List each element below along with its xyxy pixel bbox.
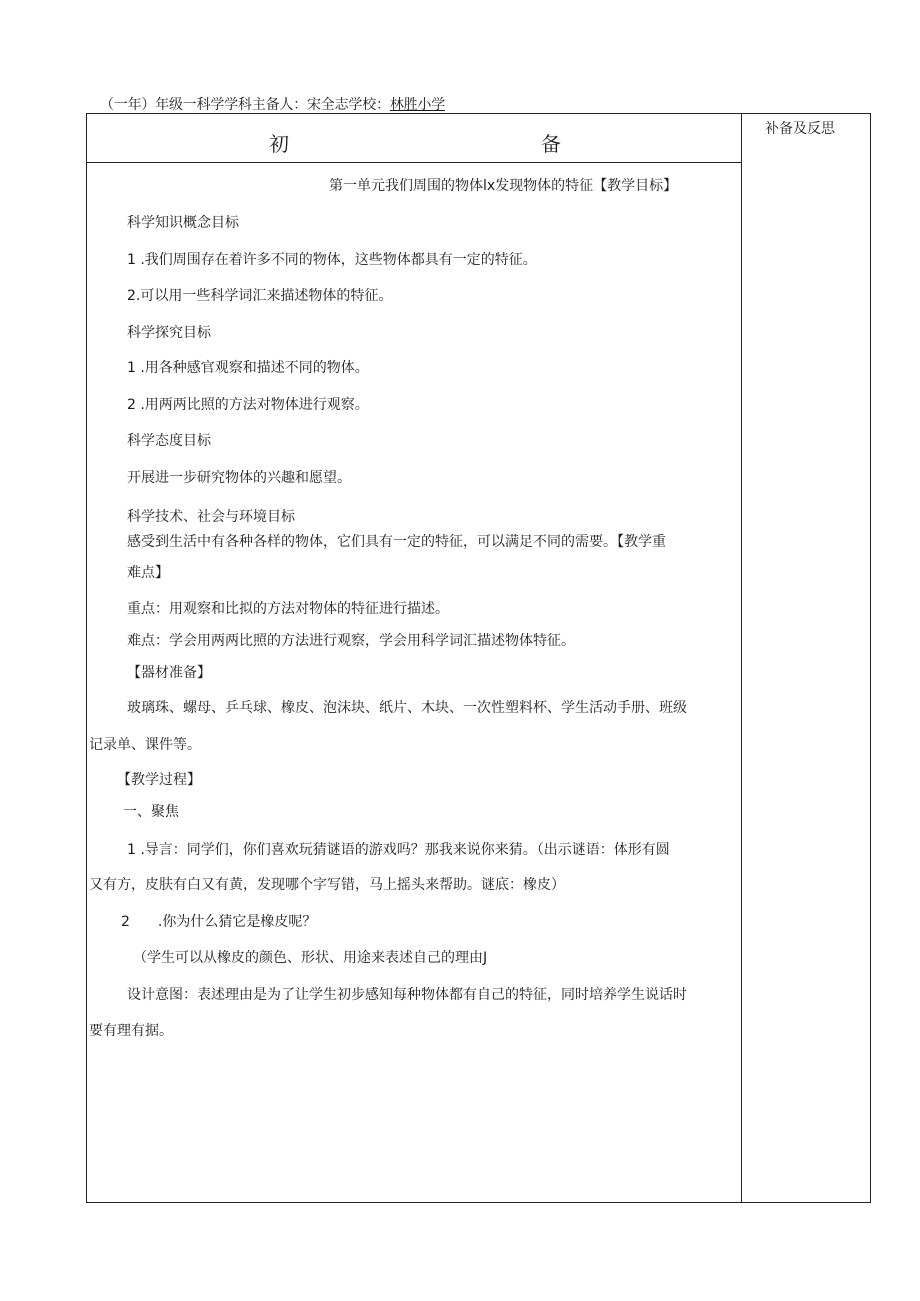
content-line: 又有方，皮肤有白又有黄，发现哪个字写错，马上摇头来帮助。谜底：橡皮）: [89, 877, 565, 893]
section-heading: 科学知识概念目标: [127, 215, 239, 231]
content-line: 2 .你为什么猜它是橡皮呢？: [121, 914, 317, 930]
content-line: 感受到生活中有各种各样的物体，它们具有一定的特征，可以满足不同的需要。【教学重: [127, 534, 666, 550]
design-intent-line: 设计意图：表述理由是为了让学生初步感知每种物体都有自己的特征，同时培养学生说话时: [127, 987, 687, 1003]
content-line: 2 .用两两比照的方法对物体进行观察。: [127, 397, 369, 413]
section-heading: 科学技术、社会与环境目标: [127, 509, 295, 525]
content-line: （学生可以从橡皮的颜色、形状、用途来表述自己的理由J: [133, 950, 488, 966]
side-column-title: 补备及反思: [765, 121, 835, 137]
table-head-char-1: 初: [269, 132, 289, 156]
section-heading: 科学态度目标: [127, 433, 211, 449]
difficulty-line: 难点：学会用两两比照的方法进行观察，学会用科学词汇描述物体特征。: [127, 633, 575, 649]
section-heading: 科学探究目标: [127, 325, 211, 341]
section-heading: 【器材准备】: [127, 665, 211, 681]
materials-line: 记录单、课件等。: [89, 737, 201, 753]
content-line: 1 .导言：同学们，你们喜欢玩猜谜语的游戏吗？那我来说你来猜。（出示谜语：体形有圆: [127, 842, 670, 858]
content-line: 开展进一步研究物体的兴趣和愿望。: [127, 470, 351, 486]
document-header: [100, 94, 445, 114]
materials-line: 玻璃珠、螺母、乒乓球、橡皮、泡沫块、纸片、木块、一次性塑料杯、学生活动手册、班级: [127, 700, 687, 716]
school-name: 林胜小学: [389, 97, 446, 113]
content-line: 1 .用各种感官观察和描述不同的物体。: [127, 360, 369, 376]
section-heading: 一、聚焦: [123, 804, 179, 820]
header-row-divider: [87, 162, 741, 163]
design-intent-line: 要有理有据。: [89, 1023, 173, 1039]
table-head-char-2: 备: [541, 132, 561, 156]
unit-title: 第一单元我们周围的物体lx发现物体的特征【教学目标】: [329, 178, 678, 194]
column-divider: [741, 114, 742, 1202]
content-line: 1 .我们周围存在着许多不同的物体，这些物体都具有一定的特征。: [127, 252, 537, 268]
key-point-line: 重点：用观察和比拟的方法对物体的特征进行描述。: [127, 601, 449, 617]
header-prefix: （一年）年级一科学学科主备人：宋全志学校：: [100, 97, 390, 113]
lesson-plan-table: [86, 113, 871, 1203]
section-heading: 【教学过程】: [117, 772, 201, 788]
content-line: 2.可以用一些科学词汇来描述物体的特征。: [127, 288, 393, 304]
content-line: 难点】: [127, 565, 169, 581]
